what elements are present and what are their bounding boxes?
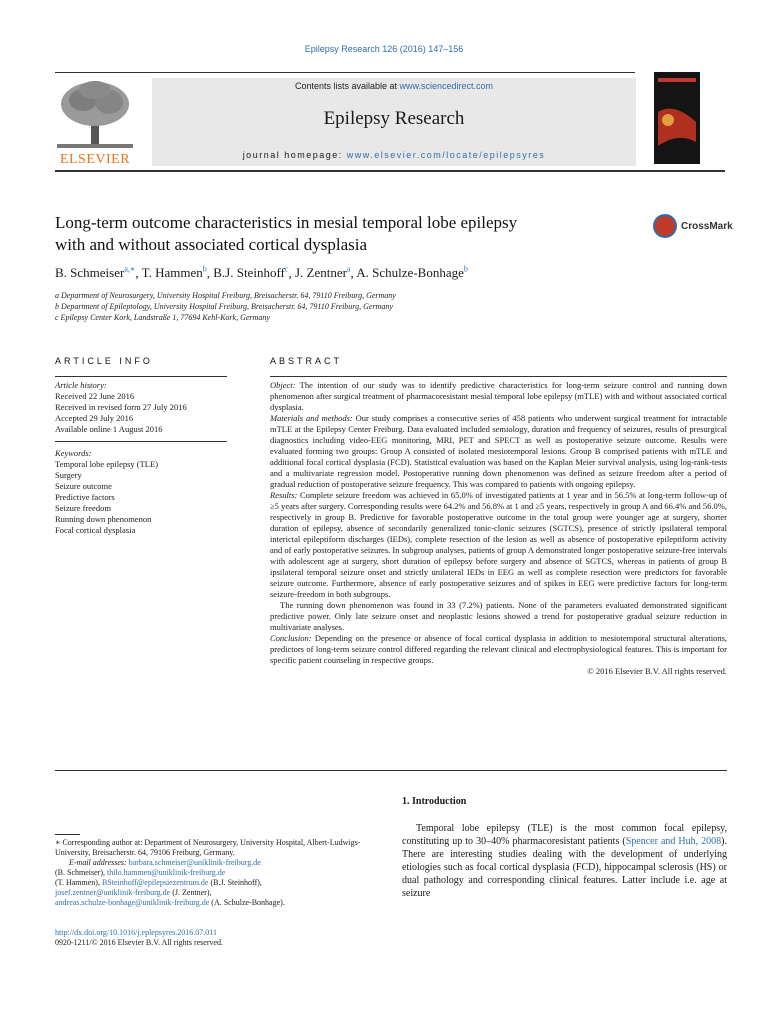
keyword: Temporal lobe epilepsy (TLE) — [55, 459, 159, 469]
header-bottom-rule — [55, 170, 725, 172]
abstract-objective: Object: The intention of our study was to identify predictive characteristics for long-term seizure control and running down phenomenon after surgical treatment of pharmacoresistant mesial temporal lobe epilepsy (mTLE) with and without associated cortical dysplasia. — [270, 380, 727, 412]
issn-line: 0920-1211/© 2016 Elsevier B.V. All rights reserved. — [55, 938, 224, 947]
corresponding-author: ∗ Corresponding author at: Department of Neurosurgery, University Hospital, Albert-Ludwigs-University, Breisacherstr. 64, 79106 Freiburg, Germany. — [55, 838, 361, 857]
abstract-body — [270, 380, 727, 677]
author[interactable]: B. Schmeiser$^{a,∗}$ — [55, 265, 136, 281]
elsevier-logo — [55, 78, 135, 168]
homepage-line — [152, 150, 636, 160]
affiliation-a: a Department of Neurosurgery, University Hospital Freiburg, Breisacherstr. 64, 79110 Freiburg, Germany — [55, 291, 396, 300]
sciencedirect-link[interactable]: www.sciencedirect.com — [399, 81, 494, 91]
crossmark-button[interactable] — [653, 212, 733, 244]
paper-title — [55, 212, 625, 256]
email-link[interactable]: BSteinhoff@epilepsiezentrum.de — [101, 878, 209, 887]
abstract-bottom-rule — [55, 770, 727, 771]
history-item: Accepted 29 July 2016 — [55, 413, 134, 423]
history-item: Received in revised form 27 July 2016 — [55, 402, 187, 412]
citation-link[interactable]: Spencer and Huh, 2008 — [625, 836, 722, 847]
affiliation-b: b Department of Epileptology, University Hospital Freiburg, Breisacherstr. 64, 79110 Freiburg, Germany — [55, 302, 393, 311]
abstract-results: Results: Complete seizure freedom was achieved in 65.0% of investigated patients at 1 year and in 56.5% at long-term follow-up of ≥5 years after surgery. Corresponding results were 64.2% and 56.8% at 1 and ≥5 years, respectively in group A and 66.4% and 56.0%, respectively in group B. Predictive for favorable postoperative outcome in the total group were younger age at surgery, shorter duration of epilepsy, absence of secondarily generalized tonic-clonic seizures (SGTCS), presence of strictly ipsilateral temporal interictal epileptiform discharges (IEDs), complete resection of the lesion as well as absence of postoperative epileptiform activity and of early postoperative seizures. In subgroup analyses, patients of group A demonstrated longer postoperative seizure-free intervals with adolescent age at surgery, short duration of epilepsy before surgery and absence of SGTCS, whereas in patients of group B ipsilateral temporal seizure onset and strictly unilateral IEDs in EEG as well as complete resection were predictors for favorable seizure outcome. Furthermore, absence of early postoperative seizures and of spikes in EEG were predictive factors for long-term seizure-freedom in both subgroups. — [270, 490, 727, 599]
email-link[interactable]: thilo.hammen@uniklinik-freiburg.de — [107, 868, 226, 877]
affiliation-c: c Epilepsy Center Kork, Landstraße 1, 77694 Kehl-Kork, Germany — [55, 313, 270, 322]
title-line-2: with and without associated cortical dysplasia — [55, 235, 368, 254]
history-label: Article history: — [55, 380, 107, 390]
intro-heading: 1. Introduction — [402, 796, 467, 807]
author-list: B. Schmeiser$^{a,∗}$, T. Hammen$^b$, B.J. Steinhoff$^c$, J. Zentner$^a$, A. Schulze-Bonhage$^b$ — [55, 265, 468, 281]
keyword: Focal cortical dysplasia — [55, 525, 136, 535]
abstract-copyright: © 2016 Elsevier B.V. All rights reserved. — [587, 666, 727, 676]
contents-line — [152, 81, 636, 91]
journal-title: Epilepsy Research — [323, 108, 465, 129]
doi-block — [55, 928, 385, 948]
article-history — [55, 380, 227, 435]
abstract-rule — [270, 376, 727, 377]
author[interactable]: J. Zentner$^a$ — [294, 265, 351, 281]
journal-reference[interactable]: Epilepsy Research 126 (2016) 147–156 — [304, 44, 464, 54]
keyword: Predictive factors — [55, 492, 115, 502]
keyword: Surgery — [55, 470, 82, 480]
abstract-conclusion: Conclusion: Depending on the presence or absence of focal cortical dysplasia in addition to mesiotemporal structural alterations, predictors of long-term seizure control differed regarding the relevant clinical and electrophysiological features. This is important for specific patient counseling in respective groups. — [270, 633, 727, 665]
keyword: Seizure outcome — [55, 481, 112, 491]
crossmark-label: CrossMark — [681, 221, 733, 232]
journal-cover-image — [654, 72, 700, 164]
article-info-heading: ARTICLE INFO — [55, 356, 153, 366]
publisher-name: ELSEVIER — [59, 152, 131, 167]
intro-paragraph: Temporal lobe epilepsy (TLE) is the most common focal epilepsy, constituting up to 30–40% pharmacoresistant patients (Spencer and Huh, 2008). There are interesting studies dealing with the development of underlying etiologies such as focal cortical dysplasia (FCD), hippocampal sclerosis (HS) or dual pathology and corresponding clinical features. Latter include i.e. age at seizure — [402, 823, 728, 899]
tree-icon — [55, 78, 135, 150]
email-link[interactable]: barbara.schmeiser@uniklinik-freiburg.de — [128, 858, 261, 867]
journal-banner — [152, 78, 636, 166]
title-line-1: Long-term outcome characteristics in mesial temporal lobe epilepsy — [55, 213, 518, 232]
homepage-link[interactable]: www.elsevier.com/locate/epilepsyres — [346, 150, 546, 160]
email-label: E-mail addresses: — [69, 858, 127, 867]
abstract-methods: Materials and methods: Our study comprises a consecutive series of 458 patients who underwent surgical treatment for intractable mTLE at the Epilepsy Center Freiburg. Data evaluated included semiology, duration and frequency of seizures, results of presurgical diagnostics including video-EEG monitoring, MRI, PET and SPECT as well as postoperative seizure outcome. Results were evaluated forming two groups: Group A consisted of isolated mesiotemporal lesions. Group B comprised patients with mTLE and additional focal cortical dysplasia (FCD). Statistical evaluation was based on the Kaplan Meier survival analysis, using log-rank-tests and a multivariate regression model. Postoperative running down phenomenon was defined as seizure freedom after a period of gradual reduction of postoperative seizure frequency. This was compared to patients with ongoing epilepsy. — [270, 413, 727, 489]
contents-label: Contents lists available at — [294, 81, 400, 91]
abstract-heading: ABSTRACT — [270, 356, 343, 366]
keyword: Running down phenomenon — [55, 514, 152, 524]
author[interactable]: T. Hammen$^b$ — [141, 265, 207, 281]
keywords-label: Keywords: — [55, 448, 92, 458]
info-rule — [55, 376, 227, 377]
crossmark-icon — [653, 214, 677, 238]
keyword: Seizure freedom — [55, 503, 111, 513]
email-link[interactable]: josef.zentner@uniklinik-freiburg.de — [55, 888, 171, 897]
header-rule — [55, 72, 635, 73]
history-item: Received 22 June 2016 — [55, 391, 135, 401]
corresponding-footnote: ∗ Corresponding author at: Department of Neurosurgery, University Hospital, Albert-Ludwigs-University, Breisacherstr. 64, 79106 Freiburg, Germany. E-mail addresses: barbara.schmeiser@uniklinik-freiburg.de (B. Schmeiser), thilo.hammen@uniklinik-freiburg.de (T. Hammen), BSteinhoff@epilepsiezentrum.de (B.J. Steinhoff), josef.zentner@uniklinik-freiburg.de (J. Zentner), andreas.schulze-bonhage@uniklinik-freiburg.de (A. Schulze-Bonhage). — [55, 838, 385, 908]
keywords-list — [55, 448, 227, 536]
footnote-rule — [55, 834, 80, 835]
email-link[interactable]: andreas.schulze-bonhage@uniklinik-freiburg.de — [55, 898, 210, 907]
homepage-label: journal homepage: — [242, 150, 347, 160]
keywords-rule — [55, 441, 227, 442]
author[interactable]: A. Schulze-Bonhage$^b$ — [356, 265, 468, 281]
abstract-results-2: The running down phenomenon was found in 33 (7.2%) patients. None of the parameters evaluated demonstrated significant predictive power. Only late seizure onset and neoplastic lesions showed a trend for postoperative gradual seizure reduction in multivariate analyses. — [270, 600, 727, 632]
doi-link[interactable]: http://dx.doi.org/10.1016/j.eplepsyres.2016.07.011 — [55, 928, 217, 937]
history-item: Available online 1 August 2016 — [55, 424, 163, 434]
author[interactable]: B.J. Steinhoff$^c$ — [213, 265, 289, 281]
